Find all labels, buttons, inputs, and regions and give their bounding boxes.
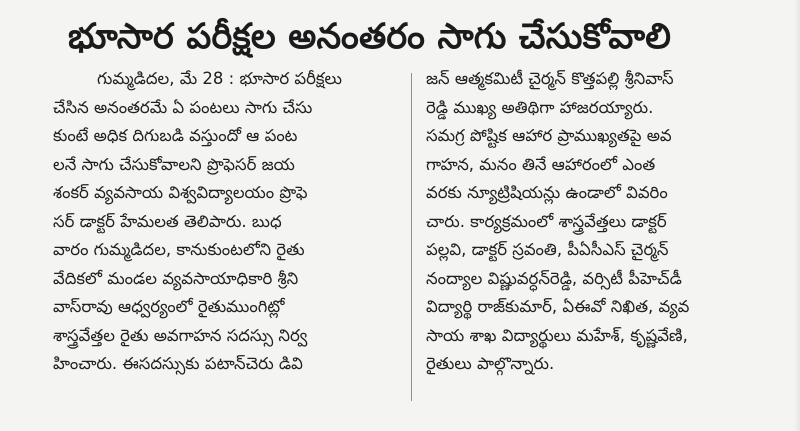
body-line: చారు. కార్యక్రమంలో శాస్త్రవేత్తలు డాక్టర్ [426,211,667,231]
body-line: సాయ శాఖ విద్యార్థులు మహేశ్, కృష్ణవేణి, [426,325,688,345]
body-line: సమగ్ర పోష్టిక ఆహార ప్రాముఖ్యతపై అవ [426,126,672,145]
body-line: గుమ్మడిదల, మే 28 : భూసార పరీక్షలు [97,69,342,88]
body-line: రెడ్డి ముఖ్య అతిథిగా హాజరయ్యారు. [426,97,654,117]
body-line: గాహన, మనం తినే ఆహారంలో ఎంత [426,154,656,174]
page-edge-shadow [794,0,800,431]
body-line: వరకు న్యూట్రిషియన్లు ఉండాలో వివరిం [426,183,668,202]
body-line: విద్యార్థి రాజ్‌కుమార్, ఏఈవో నిఖిత, వ్యవ [426,297,690,316]
column-divider [411,73,412,401]
body-line: రైతులు పాల్గొన్నారు. [426,354,555,373]
body-line: వాస్‌రావు ఆధ్వర్యంలో రైతుముంగిట్లో [53,297,285,316]
body-line: కుంటే అధిక దిగుబడి వస్తుందో ఆ పంట [53,126,298,145]
body-line: నంద్యాల విష్ణువర్ధన్‌రెడ్డి, వర్సిటీ పీహెచ్‌డీ [426,268,682,288]
body-line: హించారు. ఈసదస్సుకు పటాన్‌చెరు డివి [53,354,303,373]
body-line: సర్ డాక్టర్ హేమలత తెలిపారు. బుధ [53,211,282,231]
body-line: లనే సాగు చేసుకోవాలని ప్రొఫెసర్ జయ [53,154,295,174]
body-line: వారం గుమ్మడిదల, కానుకుంటలోని రైతు [53,240,305,259]
body-line: పల్లవి, డాక్టర్ స్రవంతి, పీఏసీఎస్ చైర్మన్ [426,240,669,259]
body-line: చేసిన అనంతరమే ఏ పంటలు సాగు చేసు [53,97,313,117]
body-line: శాస్త్రవేత్తల రైతు అవగాహన సదస్సు నిర్వ [53,325,308,345]
article-column-right [426,65,771,415]
article-column-left [53,65,398,415]
body-line: జన్ ఆత్మకమిటీ చైర్మన్ కొత్తపల్లి శ్రీనివాస్ [426,69,674,88]
body-line: వేదికలో మండల వ్యవసాయాధికారి శ్రీని [53,268,299,288]
article-headline: భూసార పరీక్షల అనంతరం సాగు చేసుకోవాలి [68,17,672,57]
body-line: శంకర్ వ్యవసాయ విశ్వవిద్యాలయం ప్రొఫె [53,183,308,202]
